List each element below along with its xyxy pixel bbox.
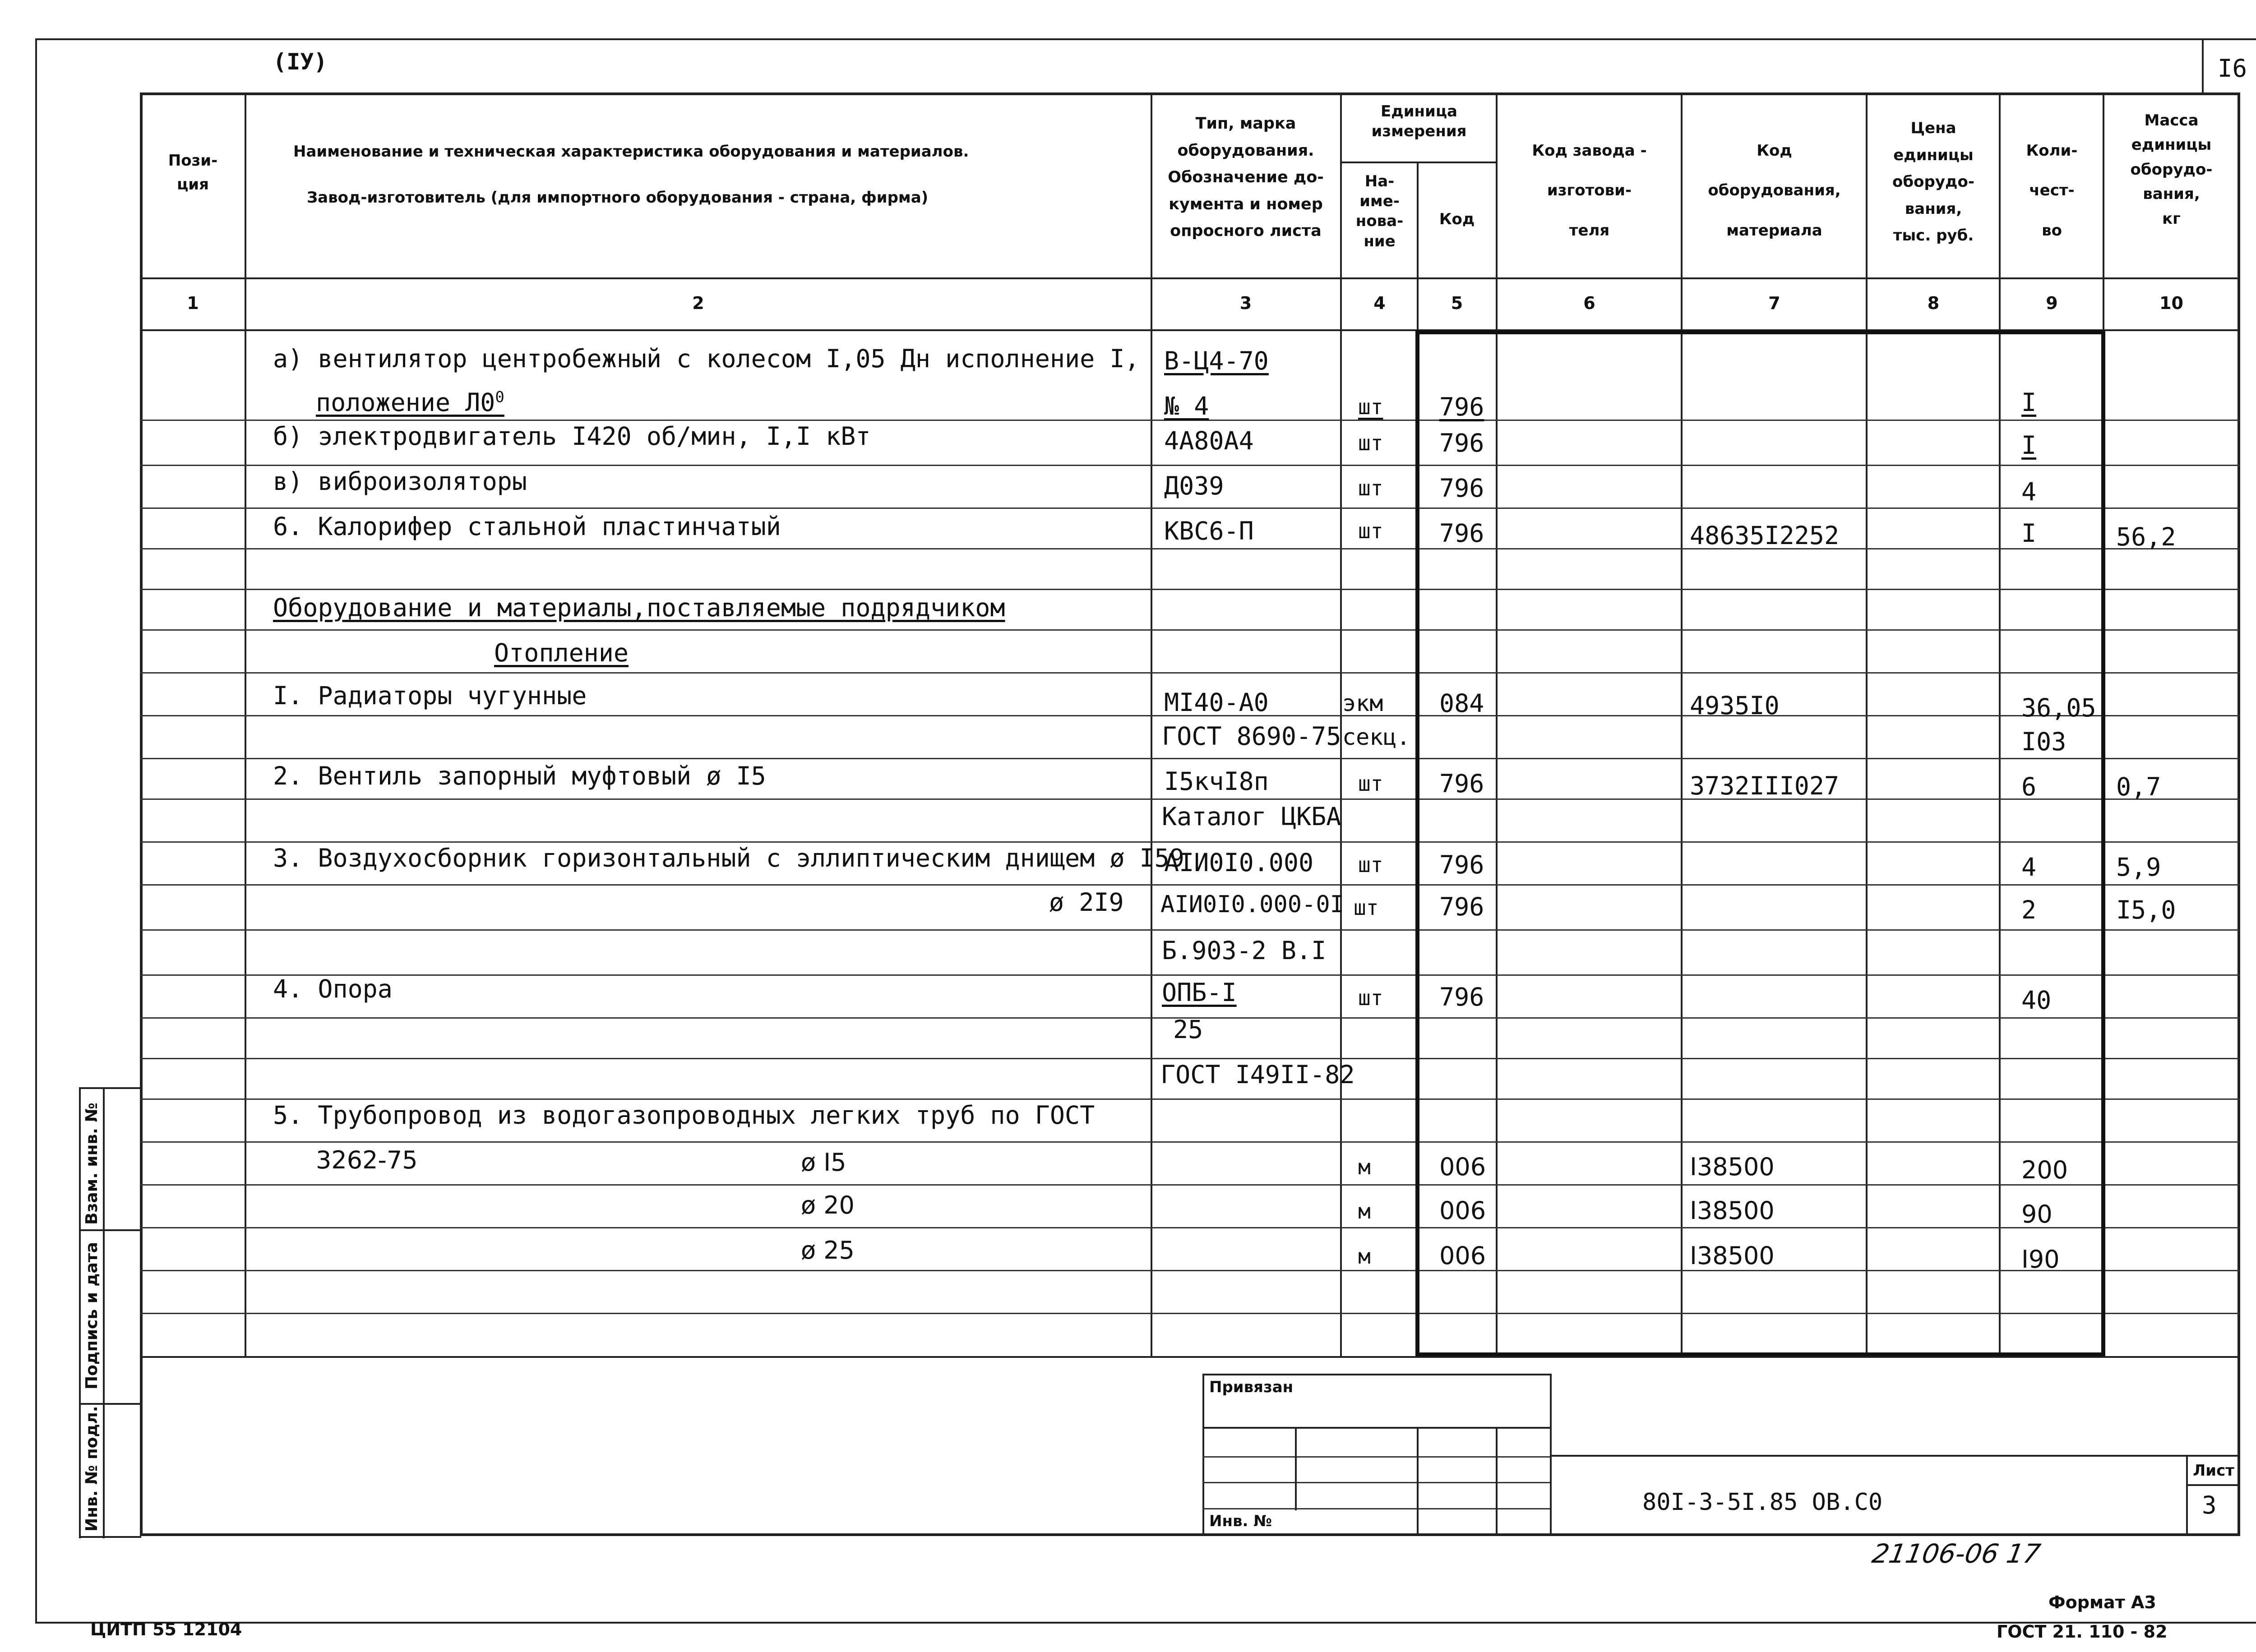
colnum-5: 5 [1451,293,1463,313]
row-line [140,1098,2240,1100]
col-divider [1866,92,1868,1358]
row-type: В-Ц4-70 [1164,346,1269,375]
row-name-right: ø 2I9 [1049,888,1124,917]
row-code: 796 [1439,474,1484,503]
row-qty: 36,05 [2021,693,2096,722]
row-name-right: ø 25 [801,1236,855,1264]
row-unit: шт [1358,431,1383,455]
row-code: 006 [1439,1153,1486,1181]
row-unit: шт [1358,853,1383,877]
row-code: 796 [1439,983,1484,1011]
row-name: 4. Опора [273,974,393,1003]
bold-block-top [1415,330,2105,334]
row-unit: шт [1358,986,1383,1010]
header-position: Пози- ция [168,152,218,194]
title-block-line [1202,1456,1550,1458]
row-unit: шт [1354,895,1379,920]
row-name: 6. Калорифер стальной пластинчатый [273,512,781,541]
title-block-line [1202,1374,1204,1536]
row-type: ГОСТ 8690-75 [1162,722,1341,751]
row-line [140,929,2240,931]
row-line [140,758,2240,759]
header-unit-code: Код [1439,210,1475,228]
stamp-vzam-label: Взам. инв. № [83,1103,101,1225]
header-unit-group: Единица измерения [1371,102,1467,141]
title-block-line [1202,1374,1550,1375]
row-line [140,798,2240,800]
row-code: 006 [1439,1241,1486,1270]
row-type: № 4 [1164,392,1209,420]
row-name: положение $Л0^0$ [316,388,504,417]
colnum-4: 4 [1373,293,1386,313]
row-line [140,1227,2240,1228]
row-line [140,672,2240,674]
row-name: а) вентилятор центробежный с колесом I,05 Дн исполнение I, [273,344,1140,373]
page-number: I6 [2218,54,2247,83]
row-qty: I90 [2021,1245,2060,1274]
list-number: 3 [2202,1491,2217,1519]
header-plant-code: Код завода - изготови- теля [1532,142,1647,240]
header-mass: Масса единицы оборудо- вания, кг [2130,111,2213,228]
col-divider [1681,92,1683,1358]
row-qty: 90 [2021,1200,2053,1228]
row-unit: экм [1342,690,1383,716]
stamp-border [103,1087,105,1538]
row-line [140,629,2240,631]
header-type: Тип, марка оборудования. Обозначение до- кумента и номер опросного листа [1168,115,1324,240]
row-mass: 5,9 [2116,853,2161,881]
title-block-line [1202,1427,1550,1429]
row-name: б) электродвигатель I420 об/мин, I,I кВт [273,422,871,451]
row-code: 796 [1439,392,1484,421]
colnum-10: 10 [2159,293,2183,313]
title-block-line [1496,1427,1498,1536]
handwritten-number: 21106-06 17 [1870,1538,2043,1569]
row-line [140,1313,2240,1314]
row-line [140,508,2240,509]
title-block-line [1295,1427,1297,1510]
row-eqcode: 3732III027 [1690,771,1840,800]
colnum-6: 6 [1583,293,1595,313]
bold-block-left [1415,330,1419,1357]
row-unit: шт [1358,476,1383,500]
row-eqcode: I38500 [1690,1153,1775,1181]
bold-block-bottom [1415,1352,2105,1357]
row-line [140,1270,2240,1271]
footer-citp: ЦИТП 55 12104 [90,1620,242,1639]
row-unit: шт [1358,395,1383,419]
col-divider [245,92,246,1358]
title-block-line [1550,1455,2240,1457]
row-qty: I [2021,519,2037,548]
row-eqcode: 48635I2252 [1690,521,1840,550]
row-mass: 56,2 [2116,522,2176,551]
colnum-9: 9 [2046,293,2058,313]
row-unit: шт [1358,519,1383,543]
row-unit: секц. [1342,724,1410,750]
row-line [140,974,2240,976]
row-type: ОПБ-I [1162,978,1237,1007]
row-qty: 6 [2021,772,2037,801]
list-label: Лист [2193,1462,2234,1480]
row-name: 5. Трубопровод из водогазопроводных легких труб по ГОСТ [273,1101,1095,1130]
row-eqcode: 4935I0 [1690,691,1780,720]
colnum-7: 7 [1768,293,1780,313]
colnum-3: 3 [1239,293,1252,313]
header-quantity: Коли- чест- во [2026,142,2078,240]
row-qty: 4 [2021,853,2037,881]
row-mass: I5,0 [2116,895,2176,924]
row-name-right: ø I5 [801,1148,846,1177]
row-name: 2. Вентиль запорный муфтовый ø I5 [273,761,766,790]
row-type: АIИ0I0.000 [1164,848,1314,877]
row-line [140,1141,2240,1143]
row-qty: 4 [2021,477,2037,506]
header-bottom [140,277,2240,279]
header-price: Цена единицы оборудо- вания, тыс. руб. [1892,119,1974,245]
stamp-inv-label: Инв. № подл. [83,1406,101,1532]
row-name-right: ø 20 [801,1191,855,1219]
title-block-line [1202,1482,1550,1483]
row-unit: шт [1358,771,1383,796]
footer-format: Формат А3 [2048,1592,2156,1612]
row-line [140,548,2240,549]
col-divider [1999,92,2001,1358]
title-block-line [2186,1484,2240,1486]
header-name-line1: Наименование и техническая характеристика оборудования и материалов. [293,143,969,161]
row-type: МI40-А0 [1164,688,1269,717]
row-name: Отопление [494,638,629,667]
row-unit: м [1358,1244,1371,1269]
row-type: 4А80А4 [1164,426,1254,455]
privyazan-label: Привязан [1209,1378,1294,1396]
document-code: 80I-3-5I.85 ОВ.С0 [1642,1489,1883,1516]
row-line [140,1184,2240,1186]
header-equipment-code: Код оборудования, материала [1708,142,1841,240]
title-block-line [1202,1508,1550,1509]
row-type: I5кчI8п [1164,767,1269,796]
row-unit: м [1358,1199,1371,1223]
row-name: 3262-75 [316,1146,418,1174]
footer-gost: ГОСТ 21. 110 - 82 [1997,1622,2168,1642]
row-eqcode: I38500 [1690,1196,1775,1225]
row-name: Оборудование и материалы,поставляемые подрядчиком [273,593,1005,622]
sheet-code: (IУ) [273,49,328,75]
row-qty: 40 [2021,986,2052,1015]
row-type: ГОСТ I49II-82 [1160,1060,1355,1089]
row-line [140,1058,2240,1059]
row-qty: I [2021,388,2037,417]
row-mass: 0,7 [2116,772,2161,801]
row-qty: I03 [2021,727,2066,756]
row-code: 796 [1439,769,1484,798]
header-unit-name: На- име- нова- ние [1355,172,1404,250]
stamp-border [79,1087,141,1089]
stamp-border [79,1229,141,1231]
page-number-divider [2202,38,2204,92]
colnum-8: 8 [1927,293,1940,313]
stamp-border [79,1087,81,1538]
row-unit: м [1358,1155,1371,1179]
title-block-line [2186,1455,2188,1536]
row-type: АIИ0I0.000-0I [1160,891,1344,918]
colnum-2: 2 [692,293,704,313]
title-block-line [1417,1427,1419,1536]
row-line [140,465,2240,466]
col-divider [1151,92,1152,1358]
row-qty: 2 [2021,895,2037,924]
header-name-line2: Завод-изготовитель (для импортного оборудования - страна, фирма) [307,189,929,207]
stamp-border [79,1536,141,1538]
colnum-1: 1 [187,293,199,313]
col-divider [1496,92,1498,1358]
row-name: 3. Воздухосборник горизонтальный с эллиптическим днищем ø I59 [273,844,1184,872]
row-code: 796 [1439,519,1484,548]
row-name: в) виброизоляторы [273,467,527,496]
row-line [140,589,2240,590]
row-qty: 200 [2021,1156,2068,1184]
row-type: Каталог ЦКБА [1162,802,1341,831]
row-qty: I [2021,431,2037,460]
row-eqcode: I38500 [1690,1241,1775,1270]
stamp-podpis-label: Подпись и дата [83,1242,101,1389]
row-code: 796 [1439,892,1484,921]
row-code: 084 [1439,689,1484,718]
row-line [140,841,2240,843]
stamp-border [79,1403,141,1405]
bold-block-right [2101,330,2105,1357]
row-code: 006 [1439,1196,1486,1225]
row-code: 796 [1439,850,1484,879]
row-type: Б.903-2 В.I [1162,936,1327,965]
row-type: 25 [1173,1015,1203,1044]
unit-header-split [1340,162,1496,163]
sheet-bottom-border [35,1622,2256,1624]
row-line [140,884,2240,886]
row-code: 796 [1439,429,1484,457]
inv-no-label: Инв. № [1209,1512,1272,1530]
row-name: I. Радиаторы чугунные [273,681,587,710]
row-type: КВС6-П [1164,517,1254,545]
row-type: Д039 [1164,471,1224,500]
